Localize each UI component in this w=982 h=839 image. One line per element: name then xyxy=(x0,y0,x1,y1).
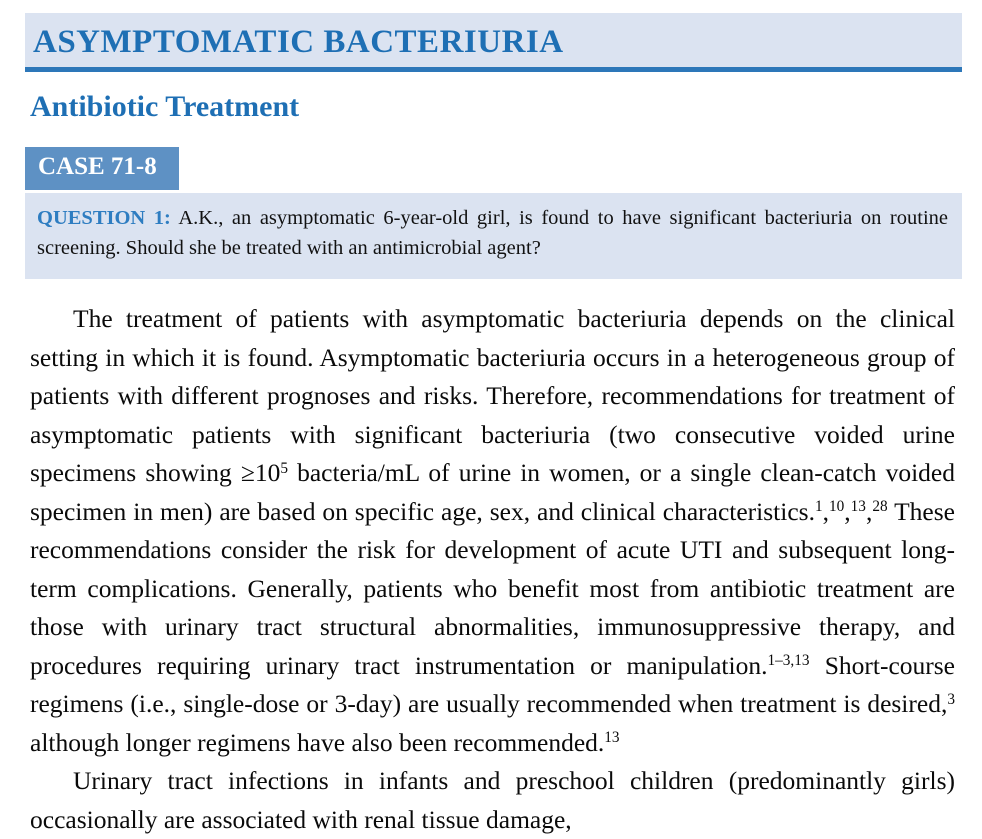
question-box xyxy=(25,193,962,279)
section-title: ASYMPTOMATIC BACTERIURIA xyxy=(33,24,564,60)
paragraph-treatment: The treatment of patients with asymptomatic bacteriuria depends on the clinical setting in which it is found. Asymptomatic bacteriuria occurs in a heterogeneous group of patients with different prognoses and risks. Therefore, recommendations for treatment of asymptomatic patients with significant bacteriuria (two consecutive voided urine specimens showing $\ge 10^5$ bacteria/mL of urine in women, or a single clean-catch voided specimen in men) are based on specific age, sex, and clinical characteristics.$^1$,$^{10}$,$^{13}$,$^{28}$ These recommendations consider the risk for development of acute UTI and subsequent long-term complications. Generally, patients who benefit most from antibiotic treatment are those with urinary tract structural abnormalities, immunosuppressive therapy, and procedures requiring urinary tract instrumentation or manipulation.$^{1-3,13}$ Short-course regimens (i.e., single-dose or 3-day) are usually recommended when treatment is desired,$^3$ although longer regimens have also been recommended.$^{13}$ xyxy=(30,304,955,757)
article-body xyxy=(30,300,955,839)
question-label: QUESTION 1: xyxy=(37,207,171,229)
section-header-band xyxy=(25,13,962,72)
case-badge: CASE 71-8 xyxy=(25,147,179,190)
question-text: A.K., an asymptomatic 6-year-old girl, is found to have significant bacteriuria on routine screening. Should she be treated with an antimicrobial agent? xyxy=(37,207,949,259)
subsection-title: Antibiotic Treatment xyxy=(30,90,300,123)
paragraph-uti-children: Urinary tract infections in infants and preschool children (predominantly girls) occasionally are associated with renal tissue damage, xyxy=(30,766,955,834)
